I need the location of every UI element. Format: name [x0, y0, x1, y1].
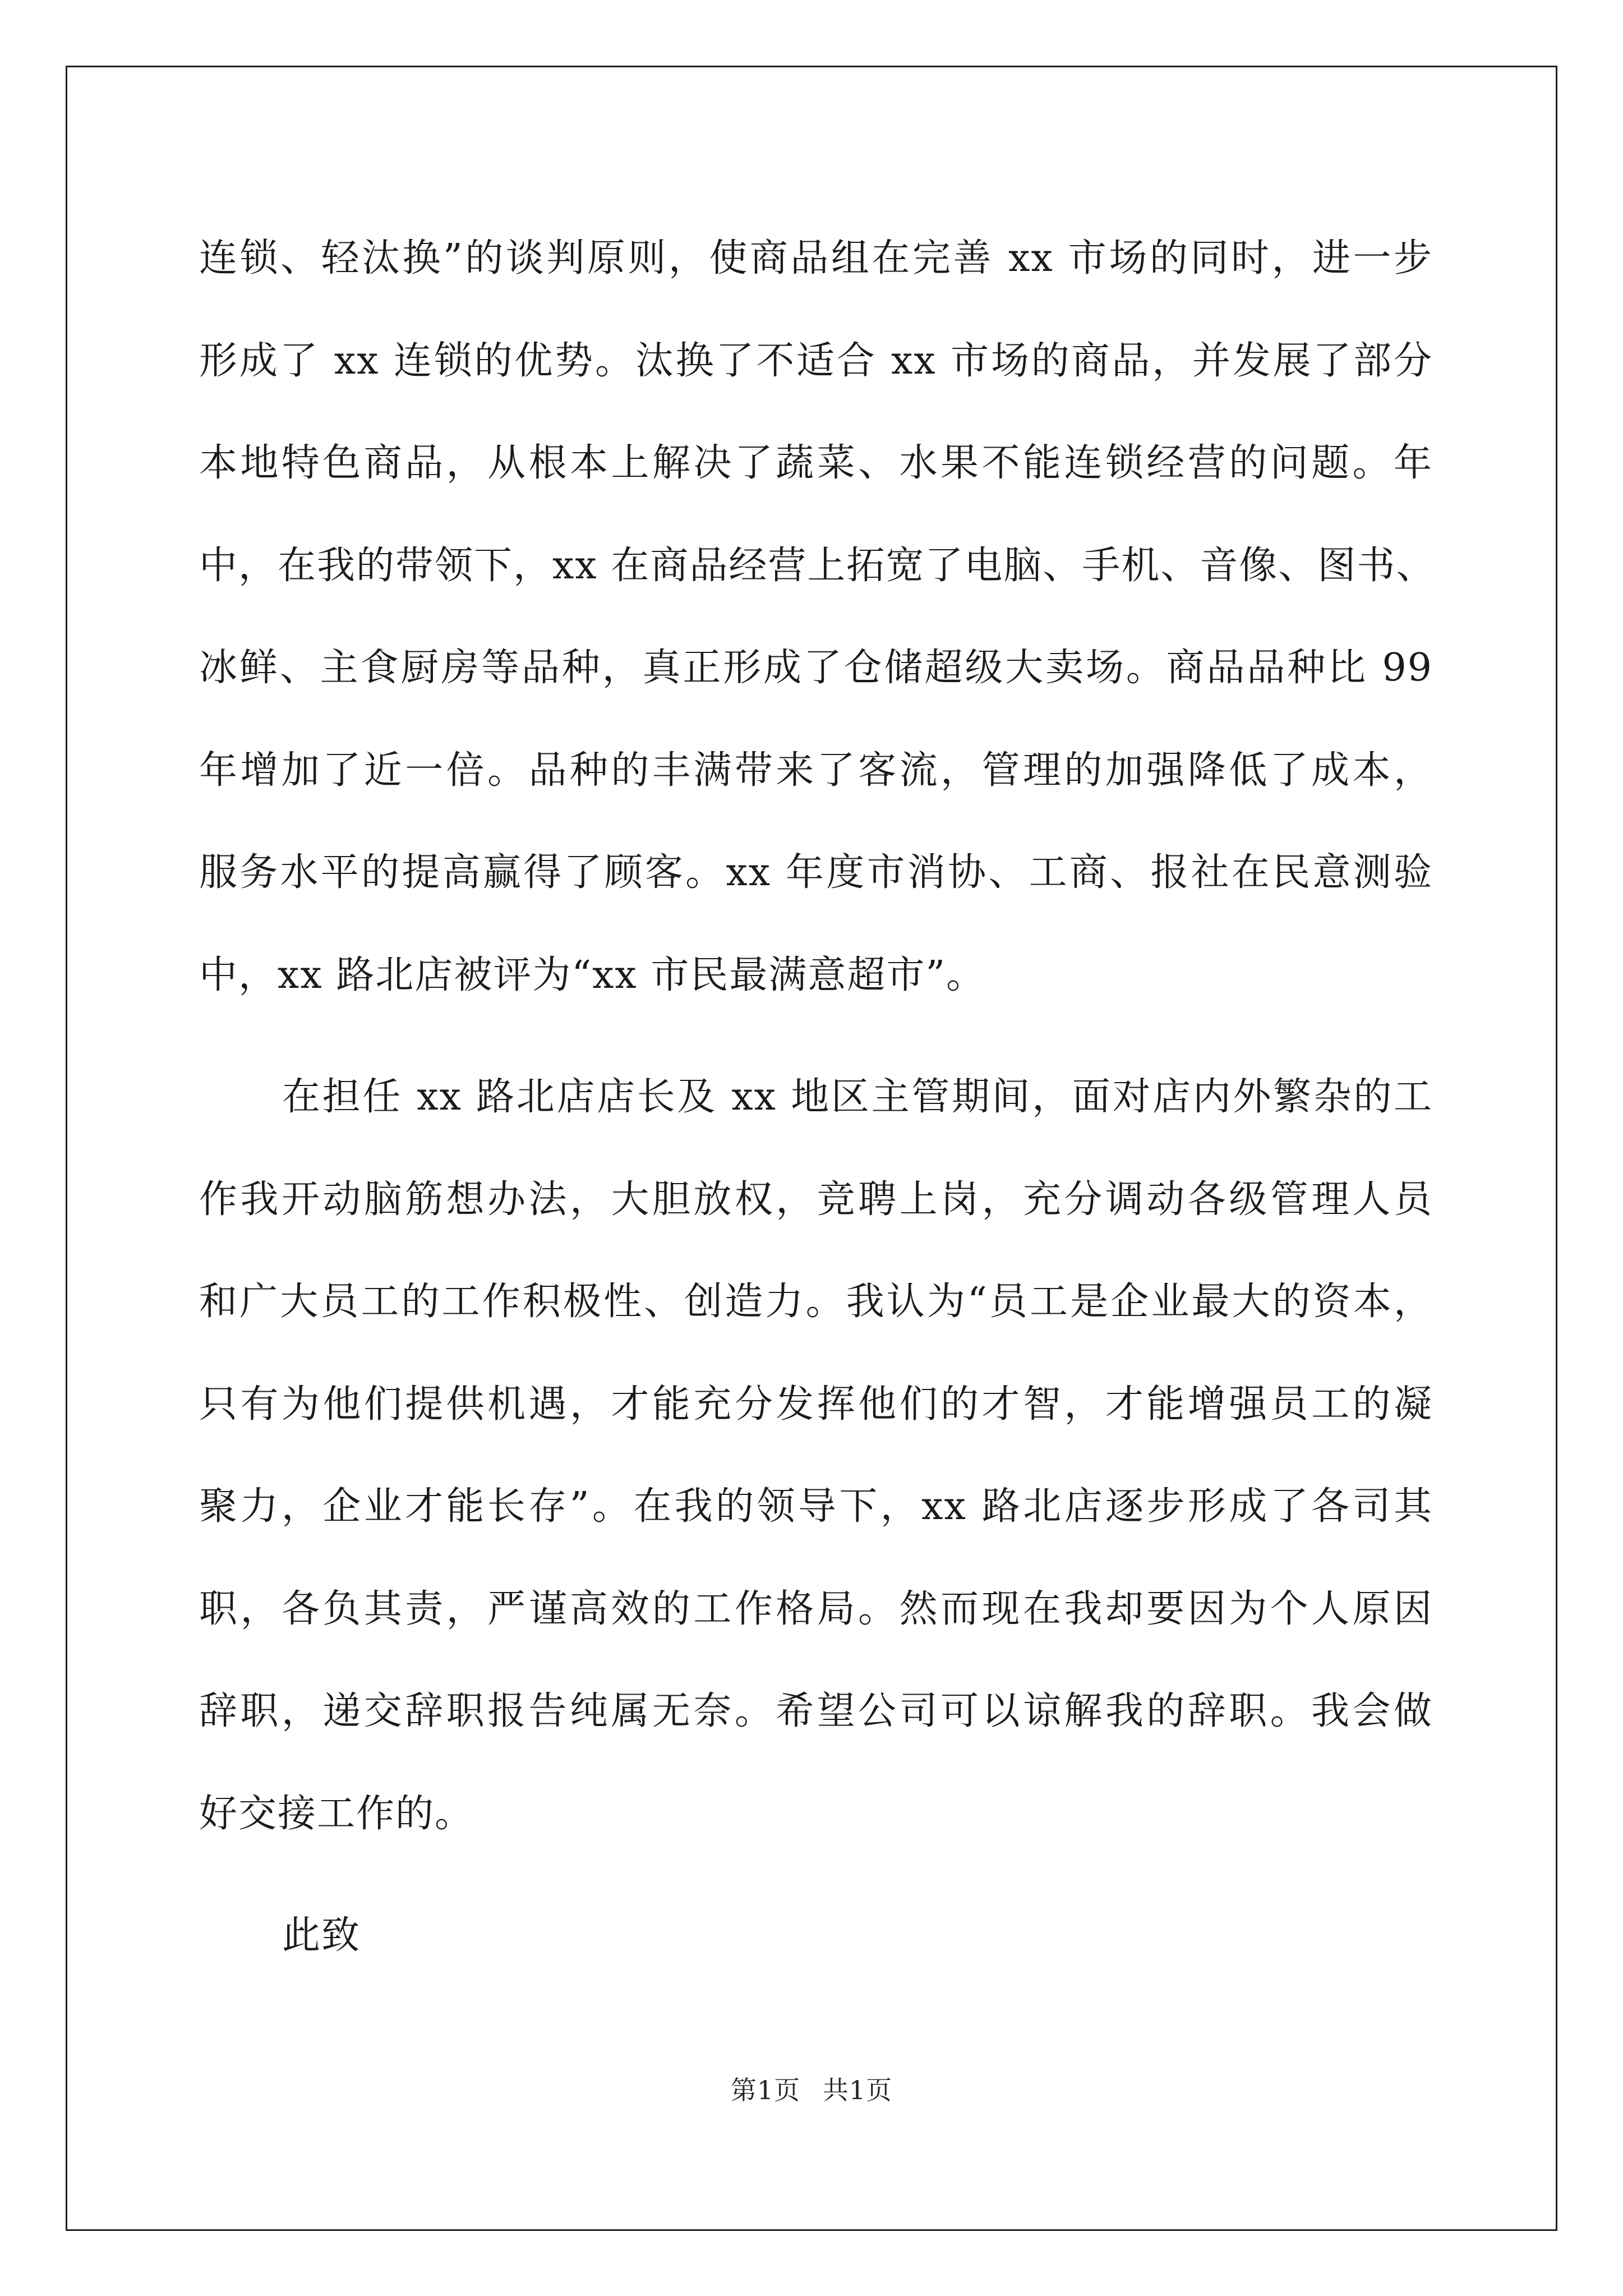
text-line: 形成了 xx 连锁的优势。汰换了不适合 xx 市场的商品，并发展了部分: [199, 338, 1433, 383]
page-number: 第1页: [730, 2075, 801, 2105]
page-footer: [0, 2070, 1623, 2107]
text-line: 中，xx 路北店被评为“xx 市民最满意超市”。: [199, 953, 986, 997]
document-body: [199, 208, 1436, 1987]
text-line: 职，各负其责，严谨高效的工作格局。然而现在我却要因为个人原因: [199, 1586, 1433, 1631]
paragraph-spacer: [199, 1865, 1433, 1885]
text-line: 服务水平的提高赢得了顾客。xx 年度市消协、工商、报社在民意测验: [199, 850, 1433, 895]
text-line: 冰鲜、主食厨房等品种，真正形成了仓储超级大卖场。商品品种比 99: [199, 646, 1433, 690]
text-line: 年增加了近一倍。品种的丰满带来了客流，管理的加强降低了成本，: [199, 748, 1433, 793]
text-line: 作我开动脑筋想办法，大胆放权，竞聘上岗，充分调动各级管理人员: [199, 1177, 1433, 1222]
text-line: 聚力，企业才能长存”。在我的领导下，xx 路北店逐步形成了各司其: [199, 1484, 1433, 1529]
text-line: 和广大员工的工作积极性、创造力。我认为“员工是企业最大的资本，: [199, 1280, 1433, 1324]
text-line: 好交接工作的。: [199, 1791, 474, 1836]
text-line: 中，在我的带领下，xx 在商品经营上拓宽了电脑、手机、音像、图书、: [199, 543, 1436, 588]
text-line: 连锁、轻汰换”的谈判原则，使商品组在完善 xx 市场的同时，进一步: [199, 236, 1433, 280]
page-total: 共1页: [822, 2075, 893, 2105]
paragraph-1: [199, 208, 1436, 1027]
text-line: 在担任 xx 路北店店长及 xx 地区主管期间，面对店内外繁杂的工: [282, 1075, 1433, 1119]
paragraph-spacer: [199, 1027, 1433, 1046]
text-line: 辞职，递交辞职报告纯属无奈。希望公司可以谅解我的辞职。我会做: [199, 1689, 1433, 1733]
text-line: 只有为他们提供机遇，才能充分发挥他们的才智，才能增强员工的凝: [199, 1382, 1433, 1427]
paragraph-2: [199, 1046, 1433, 1865]
closing-salutation: 此致: [282, 1913, 361, 1958]
text-line: 本地特色商品，从根本上解决了蔬菜、水果不能连锁经营的问题。年: [199, 441, 1433, 485]
